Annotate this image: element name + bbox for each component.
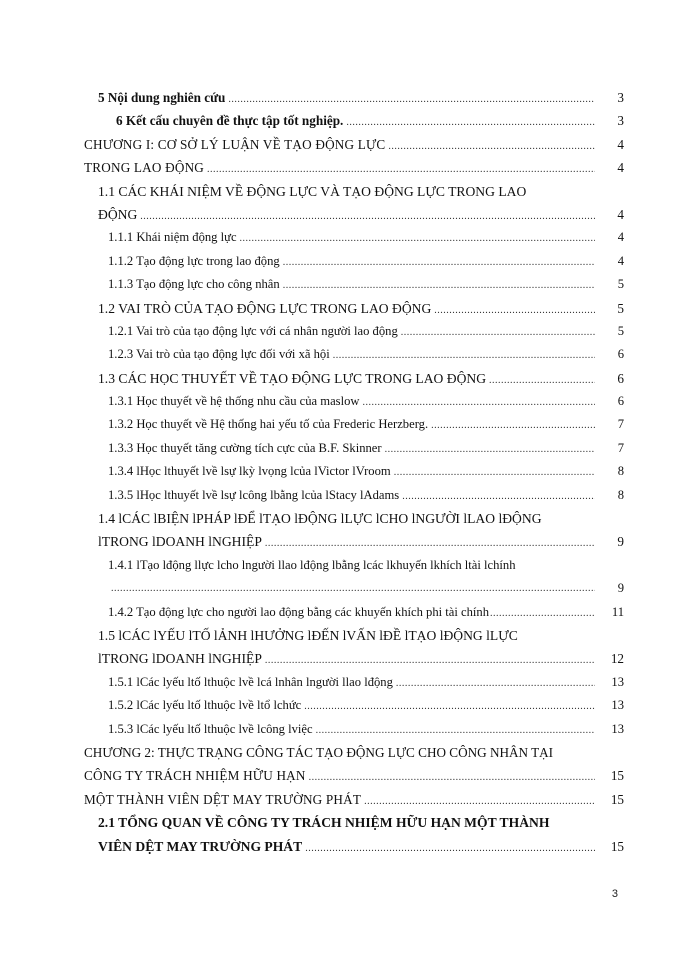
toc-entry-page: 15	[610, 791, 624, 807]
dot-leader	[490, 602, 595, 625]
dot-leader	[401, 321, 595, 344]
toc-entry-title: CHƯƠNG I: CƠ SỞ LÝ LUẬN VỀ TẠO ĐỘNG LỰC	[84, 136, 386, 152]
toc-entry[interactable]	[84, 133, 624, 156]
toc-entry-title: 1.2 VAI TRÒ CỦA TẠO ĐỘNG LỰC TRONG LAO ĐỘNG	[98, 300, 432, 316]
dot-leader	[309, 766, 595, 789]
dot-leader	[283, 274, 595, 297]
toc-entry-page: 6	[617, 347, 624, 362]
dot-leader	[385, 438, 595, 461]
toc-entry-page: 15	[610, 838, 624, 854]
dot-leader	[434, 299, 595, 322]
dot-leader	[240, 227, 595, 250]
toc-entry-page: 9	[617, 534, 624, 550]
toc-entry[interactable]	[84, 367, 624, 390]
dot-leader	[140, 205, 595, 228]
toc-entry-page: 4	[617, 230, 624, 245]
dot-leader	[305, 837, 595, 860]
toc-entry-page: 5	[617, 300, 624, 316]
toc-entry-title: 1.5.1 lCác lyếu ltố lthuộc lvề lcá lnhân lngười llao lđộng	[108, 674, 393, 689]
toc-entry-title: 1.1.1 Khái niệm động lực	[108, 230, 237, 245]
toc-entry-title: 6 Kết cấu chuyên đề thực tập tốt nghiệp.	[116, 113, 344, 129]
dot-leader	[362, 391, 595, 414]
toc-entry-title: 1.3.4 lHọc lthuyết lvề lsự lkỳ lvọng lcủa lVictor lVroom	[108, 464, 391, 479]
toc-entry[interactable]	[84, 460, 624, 483]
toc-entry[interactable]	[84, 156, 624, 179]
toc-entry-page: 8	[617, 464, 624, 479]
toc-entry-title: 1.3.3 Học thuyết tăng cường tích cực của B.F. Skinner	[108, 440, 382, 455]
toc-entry[interactable]	[84, 601, 624, 624]
toc-entry-page: 5	[617, 277, 624, 292]
toc-entry[interactable]	[84, 226, 624, 249]
toc-entry-heading-line[interactable]	[84, 811, 624, 834]
toc-entry-heading-line[interactable]	[84, 741, 624, 764]
dot-leader	[304, 695, 595, 718]
dot-leader	[489, 369, 595, 392]
toc-entry[interactable]	[84, 647, 624, 670]
toc-entry[interactable]	[84, 413, 624, 436]
toc-entry-title: 1.2.1 Vai trò của tạo động lực với cá nhân người lao động	[108, 323, 398, 338]
toc-entry-page: 5	[617, 323, 624, 338]
toc-entry-title: 5 Nội dung nghiên cứu	[98, 90, 226, 105]
toc-entry-page: 11	[611, 604, 624, 619]
toc-entry-heading-line[interactable]	[84, 554, 624, 577]
toc-entry[interactable]	[84, 437, 624, 460]
dot-leader	[346, 111, 595, 134]
dot-leader	[207, 158, 595, 181]
toc-entry[interactable]	[84, 273, 624, 296]
toc-entry-page: 4	[617, 206, 624, 222]
dot-leader	[388, 135, 595, 158]
toc-entry-page: 6	[617, 370, 624, 386]
dot-leader	[333, 344, 595, 367]
toc-entry[interactable]	[84, 671, 624, 694]
toc-entry[interactable]	[84, 86, 624, 109]
toc-entry-title: 1.4.1 lTạo lđộng llực lcho lngười llao lđộng lbằng lcác lkhuyến lkhích ltài lchính	[108, 557, 516, 572]
toc-entry-page: 4	[617, 136, 624, 152]
toc-entry[interactable]	[84, 109, 624, 132]
toc-entry[interactable]	[84, 320, 624, 343]
table-of-contents	[84, 86, 624, 858]
toc-entry[interactable]	[84, 764, 624, 787]
toc-entry[interactable]	[84, 203, 624, 226]
toc-entry-page: 13	[611, 721, 624, 736]
page-number: 3	[611, 888, 618, 900]
toc-entry-page: 3	[617, 113, 624, 129]
dot-leader	[111, 577, 595, 600]
toc-entry-page: 6	[617, 394, 624, 409]
toc-entry-title: 1.3.2 Học thuyết về Hệ thống hai yếu tố của Frederic Herzberg.	[108, 417, 429, 432]
dot-leader	[431, 414, 595, 437]
toc-entry-page: 8	[617, 487, 624, 502]
toc-entry-title: MỘT THÀNH VIÊN DỆT MAY TRƯỜNG PHÁT	[84, 791, 362, 807]
toc-entry-title: 1.3.1 Học thuyết về hệ thống nhu cầu của maslow	[108, 394, 360, 409]
toc-entry-heading-line[interactable]	[84, 180, 624, 203]
toc-entry-title: 1.1 CÁC KHÁI NIỆM VỀ ĐỘNG LỰC VÀ TẠO ĐỘNG LỰC TRONG LAO	[98, 183, 527, 199]
toc-entry-title: lTRONG lDOANH lNGHIỆP	[98, 534, 262, 550]
toc-entry-title: 1.3 CÁC HỌC THUYẾT VỀ TẠO ĐỘNG LỰC TRONG LAO ĐỘNG	[98, 370, 487, 386]
toc-entry[interactable]	[84, 530, 624, 553]
toc-entry-title: TRONG LAO ĐỘNG	[84, 160, 205, 176]
toc-entry-title: 1.4.2 Tạo động lực cho người lao động bằng các khuyến khích phi tài chính	[108, 604, 490, 619]
dot-leader	[396, 672, 595, 695]
toc-entry-title: 1.5 lCÁC lYẾU lTỐ lẢNH lHƯỞNG lĐẾN lVẤN lĐỀ lTẠO lĐỘNG lLỰC	[98, 627, 518, 643]
toc-entry[interactable]	[84, 343, 624, 366]
toc-entry-title: 1.1.2 Tạo động lực trong lao động	[108, 253, 280, 268]
toc-entry-page: 7	[617, 440, 624, 455]
toc-entry-page: 12	[610, 651, 624, 667]
toc-entry[interactable]	[84, 484, 624, 507]
toc-entry-title: 1.2.3 Vai trò của tạo động lực đối với xã hội	[108, 347, 330, 362]
dot-leader	[316, 719, 595, 742]
toc-entry-page: 4	[617, 160, 624, 176]
toc-entry-title: lTRONG lDOANH lNGHIỆP	[98, 651, 262, 667]
toc-entry-page: 9	[617, 581, 624, 596]
toc-entry[interactable]	[84, 390, 624, 413]
toc-entry-title: VIÊN DỆT MAY TRƯỜNG PHÁT	[98, 838, 303, 854]
toc-entry-heading-line[interactable]	[84, 507, 624, 530]
toc-entry-page: 13	[611, 674, 624, 689]
toc-entry-title: 1.3.5 lHọc lthuyết lvề lsự lcông lbằng lcủa lStacy lAdams	[108, 487, 400, 502]
toc-entry-title: 1.5.2 lCác lyếu ltố lthuộc lvề ltổ lchức	[108, 698, 302, 713]
dot-leader	[228, 88, 595, 111]
toc-entry-title: CHƯƠNG 2: THỰC TRẠNG CÔNG TÁC TẠO ĐỘNG LỰC CHO CÔNG NHÂN TẠI	[84, 744, 554, 760]
dot-leader	[283, 251, 595, 274]
toc-entry[interactable]	[84, 297, 624, 320]
toc-entry-heading-line[interactable]	[84, 624, 624, 647]
dot-leader	[394, 461, 595, 484]
toc-entry-title: CÔNG TY TRÁCH NHIỆM HỮU HẠN	[84, 768, 306, 784]
toc-entry-title: 1.1.3 Tạo động lực cho công nhân	[108, 277, 280, 292]
toc-entry[interactable]	[84, 788, 624, 811]
toc-entry-title: 2.1 TỔNG QUAN VỀ CÔNG TY TRÁCH NHIỆM HỮU HẠN MỘT THÀNH	[98, 815, 550, 831]
toc-entry-page: 3	[617, 90, 624, 105]
toc-entry-page: 13	[611, 698, 624, 713]
toc-entry[interactable]	[84, 250, 624, 273]
toc-entry[interactable]	[84, 835, 624, 858]
dot-leader	[402, 485, 595, 508]
toc-entry-page: 7	[617, 417, 624, 432]
dot-leader	[265, 532, 595, 555]
toc-entry-title: 1.5.3 lCác lyếu ltố lthuộc lvề lcông lviệc	[108, 721, 313, 736]
dot-leader	[265, 649, 595, 672]
toc-entry-title: 1.4 lCÁC lBIỆN lPHÁP lĐỂ lTẠO lĐỘNG lLỰC lCHO lNGƯỜI lLAO lĐỘNG	[98, 511, 542, 527]
toc-entry-title: ĐỘNG	[98, 206, 138, 222]
toc-entry[interactable]	[84, 577, 624, 600]
dot-leader	[364, 790, 595, 813]
toc-entry-page: 4	[617, 253, 624, 268]
toc-entry[interactable]	[84, 694, 624, 717]
toc-entry[interactable]	[84, 718, 624, 741]
toc-entry-page: 15	[610, 768, 624, 784]
